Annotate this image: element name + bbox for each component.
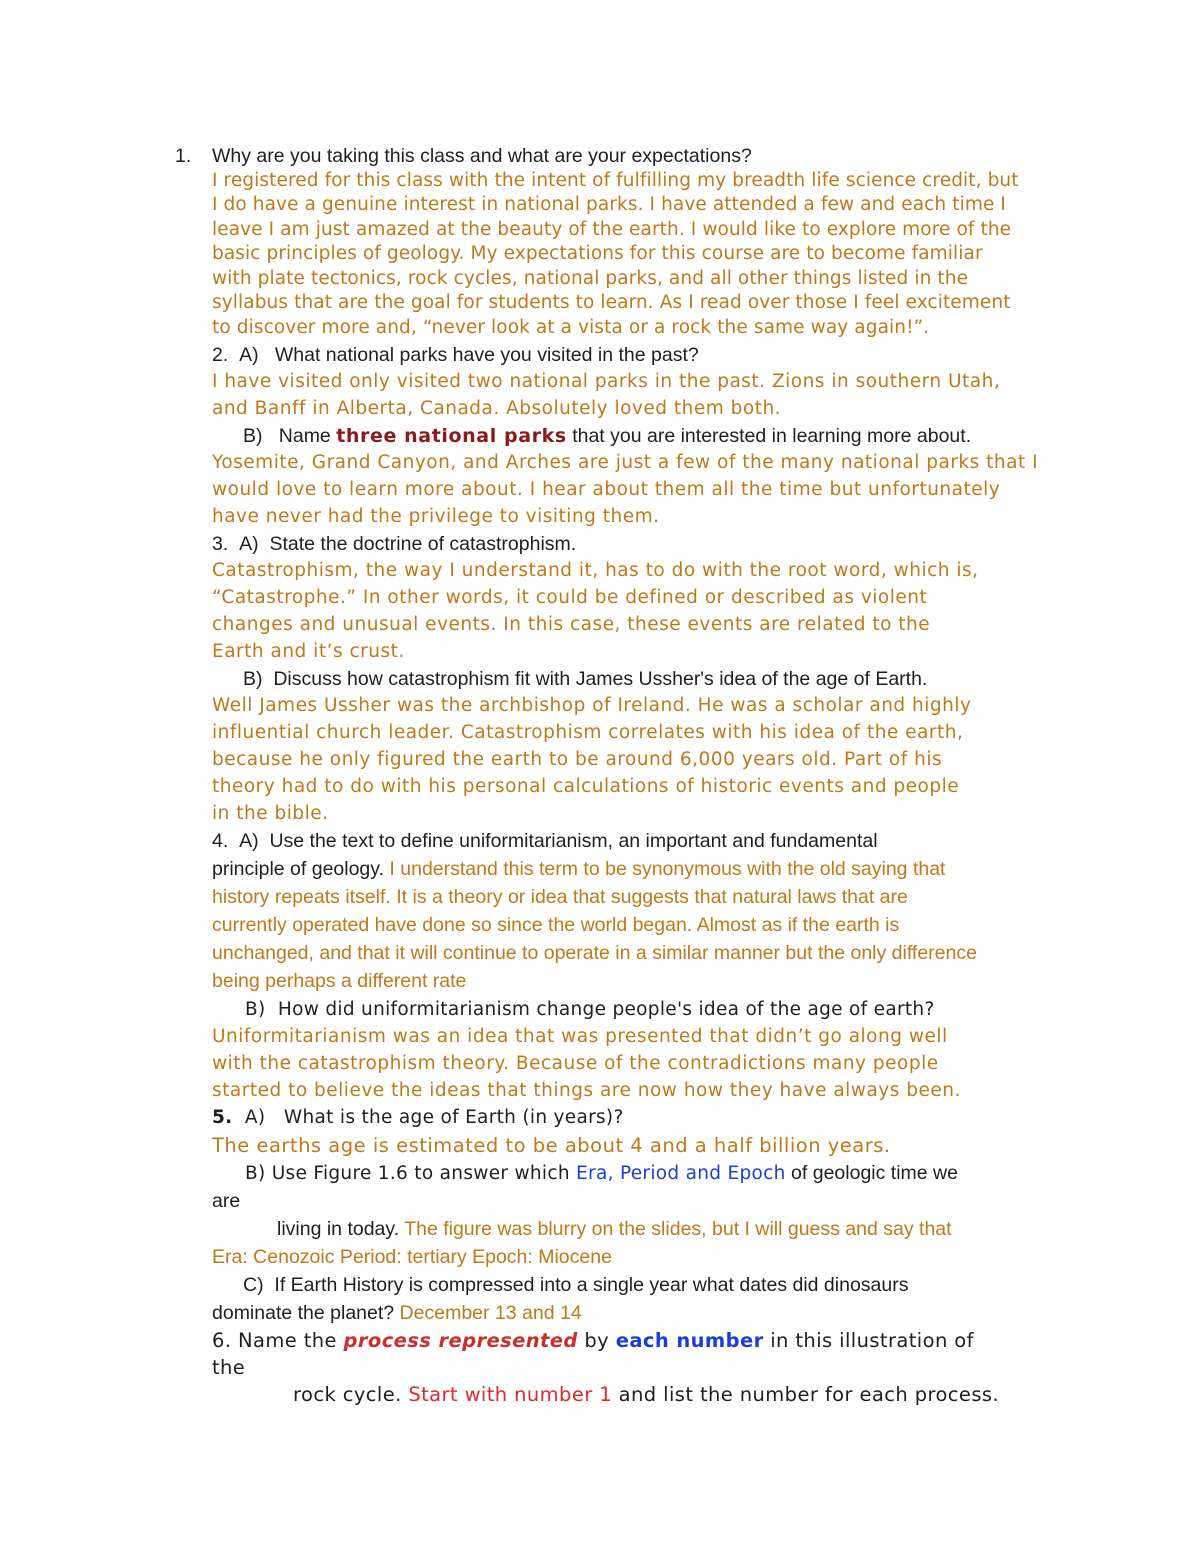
q5-b-label: B): [245, 1163, 266, 1184]
q2-a-question: What national parks have you visited in the past?: [274, 344, 699, 366]
q3-a-answer-line: changes and unusual events. In this case, these events are related to the: [212, 614, 931, 635]
q2-b-question: [243, 425, 971, 448]
q5-number: 5.: [212, 1107, 233, 1128]
q5-c-question: [243, 1274, 908, 1296]
q5-a-question-text: What is the age of Earth (in years)?: [283, 1107, 624, 1128]
q1-answer-line: I do have a genuine interest in national parks. I have attended a few and each time I: [212, 194, 1006, 215]
q4-a-answer-line: history repeats itself. It is a theory or idea that suggests that natural laws that are: [212, 886, 908, 908]
q3-b-answer-line: Well James Ussher was the archbishop of Ireland. He was a scholar and highly: [212, 695, 972, 716]
q4-b-question-text: How did uniformitarianism change people's idea of the age of earth?: [277, 999, 935, 1020]
q4-a-question: [212, 830, 878, 852]
q5-c-question-continued: [212, 1302, 582, 1324]
q6-text-post: in this illustration of: [763, 1329, 974, 1352]
q5-b-question: [245, 1162, 958, 1184]
q2-b-question-post: that you are interested in learning more about.: [566, 425, 972, 447]
q5-c-question-text: If Earth History is compressed into a single year what dates did dinosaurs: [274, 1274, 909, 1296]
q2-a-answer-line: I have visited only visited two national parks in the past. Zions in southern Utah,: [212, 371, 1001, 392]
q6-line3-pre: rock cycle.: [293, 1383, 409, 1406]
q5-b-question-line2: are: [212, 1190, 241, 1212]
q3-b-answer-line: theory had to do with his personal calculations of historic events and people: [212, 776, 960, 797]
q1-answer-line: leave I am just amazed at the beauty of the earth. I would like to explore more of the: [212, 219, 1012, 240]
q4-b-label: B): [245, 999, 266, 1020]
q1-answer-line: with plate tectonics, rock cycles, national parks, and all other things listed in the: [212, 268, 969, 289]
q5-c-label: C): [243, 1274, 264, 1296]
q4-b-question: [245, 999, 935, 1020]
q5-a-question: [212, 1107, 624, 1128]
q2-b-answer-line: Yosemite, Grand Canyon, and Arches are just a few of the many national parks that I: [212, 452, 1039, 473]
q3-b-answer-line: because he only figured the earth to be around 6,000 years old. Part of his: [212, 749, 943, 770]
q3-b-answer-line: in the bible.: [212, 803, 329, 824]
q2-a-label: A): [239, 344, 259, 366]
q3-b-answer-line: influential church leader. Catastrophism correlates with his idea of the earth,: [212, 722, 964, 743]
q2-number-text: 2.: [212, 344, 229, 366]
q6-emphasis-number: each number: [615, 1329, 764, 1352]
q2-number: [212, 344, 699, 366]
q6-question: [212, 1330, 974, 1352]
q4-a-question-continued: [212, 858, 945, 880]
q1-answer-line: I registered for this class with the intent of fulfilling my breadth life science credit, but: [212, 170, 1019, 191]
q6-line3: [293, 1384, 999, 1406]
q3-b-label: B): [243, 668, 263, 690]
q6-line3-emphasis: Start with number 1: [408, 1383, 613, 1406]
q6-line2: the: [212, 1356, 246, 1379]
q3-number: 3.: [212, 533, 229, 555]
q3-b-question: [243, 668, 927, 690]
q5-a-answer: The earths age is estimated to be about 4 and a half billion years.: [212, 1134, 891, 1157]
q1-answer-line: basic principles of geology. My expectations for this course are to become familiar: [212, 243, 983, 264]
q4-b-answer-line: with the catastrophism theory. Because of the contradictions many people: [212, 1053, 939, 1074]
q5-b-answer-start: The figure was blurry on the slides, but I will guess and say that: [399, 1218, 952, 1240]
q3-a-answer-line: Catastrophism, the way I understand it, has to do with the root word, which is,: [212, 560, 979, 581]
q4-number: 4.: [212, 830, 229, 852]
q5-b-answer-line2: Era: Cenozoic Period: tertiary Epoch: Miocene: [212, 1246, 612, 1268]
q1-question: Why are you taking this class and what are your expectations?: [212, 145, 752, 167]
q4-a-question-text: Use the text to define uniformitarianism, an important and fundamental: [269, 830, 878, 852]
q5-c-question-line2: dominate the planet?: [212, 1302, 395, 1324]
q5-b-question-pre: Use Figure 1.6 to answer which: [271, 1163, 577, 1184]
q1-answer-line: to discover more and, “never look at a vista or a rock the same way again!”.: [212, 317, 930, 338]
q5-b-question-line3-text: living in today.: [277, 1218, 400, 1240]
q6-line3-post: and list the number for each process.: [612, 1383, 1000, 1406]
q3-a-question-text: State the doctrine of catastrophism.: [269, 533, 577, 555]
q4-a-answer-line: being perhaps a different rate: [212, 970, 467, 992]
q3-a-answer-line: Earth and it’s crust.: [212, 641, 405, 662]
q4-b-answer-line: started to believe the ideas that things are now how they have always been.: [212, 1080, 961, 1101]
q2-b-answer-line: would love to learn more about. I hear about them all the time but unfortunately: [212, 479, 1001, 500]
q2-b-label: B): [243, 425, 263, 447]
q6-text-pre: Name the: [231, 1329, 344, 1352]
q5-c-answer: December 13 and 14: [394, 1302, 582, 1324]
q5-b-question-post: of geologic time we: [785, 1162, 958, 1184]
q3-a-label: A): [239, 533, 259, 555]
q5-a-label: A): [244, 1107, 266, 1128]
q5-b-question-line3: [277, 1218, 952, 1240]
q4-a-answer-line: unchanged, and that it will continue to operate in a similar manner but the only difference: [212, 942, 977, 964]
q4-a-answer-start: I understand this term to be synonymous with the old saying that: [384, 858, 946, 880]
q4-a-label: A): [239, 830, 259, 852]
q6-number: 6.: [212, 1329, 232, 1352]
q5-b-question-emphasis: Era, Period and Epoch: [576, 1163, 786, 1184]
q1-answer-line: syllabus that are the goal for students to learn. As I read over those I feel excitement: [212, 292, 1011, 313]
q3-a-question: [212, 533, 576, 555]
q3-a-answer-line: “Catastrophe.” In other words, it could be defined or described as violent: [212, 587, 928, 608]
q2-a-answer-line: and Banff in Alberta, Canada. Absolutely loved them both.: [212, 398, 782, 419]
q4-a-question-line2: principle of geology.: [212, 858, 384, 880]
q3-b-question-text: Discuss how catastrophism fit with James Ussher's idea of the age of Earth.: [273, 668, 928, 690]
q6-text-mid: by: [577, 1329, 616, 1352]
q2-b-question-emphasis: three national parks: [336, 425, 567, 447]
q2-b-question-pre: Name: [278, 425, 337, 447]
q1-number: 1.: [175, 145, 192, 167]
q4-b-answer-line: Uniformitarianism was an idea that was presented that didn’t go along well: [212, 1026, 948, 1047]
q2-b-answer-line: have never had the privilege to visiting them.: [212, 506, 660, 527]
q4-a-answer-line: currently operated have done so since the world began. Almost as if the earth is: [212, 914, 900, 936]
q6-emphasis-process: process represented: [343, 1329, 578, 1352]
